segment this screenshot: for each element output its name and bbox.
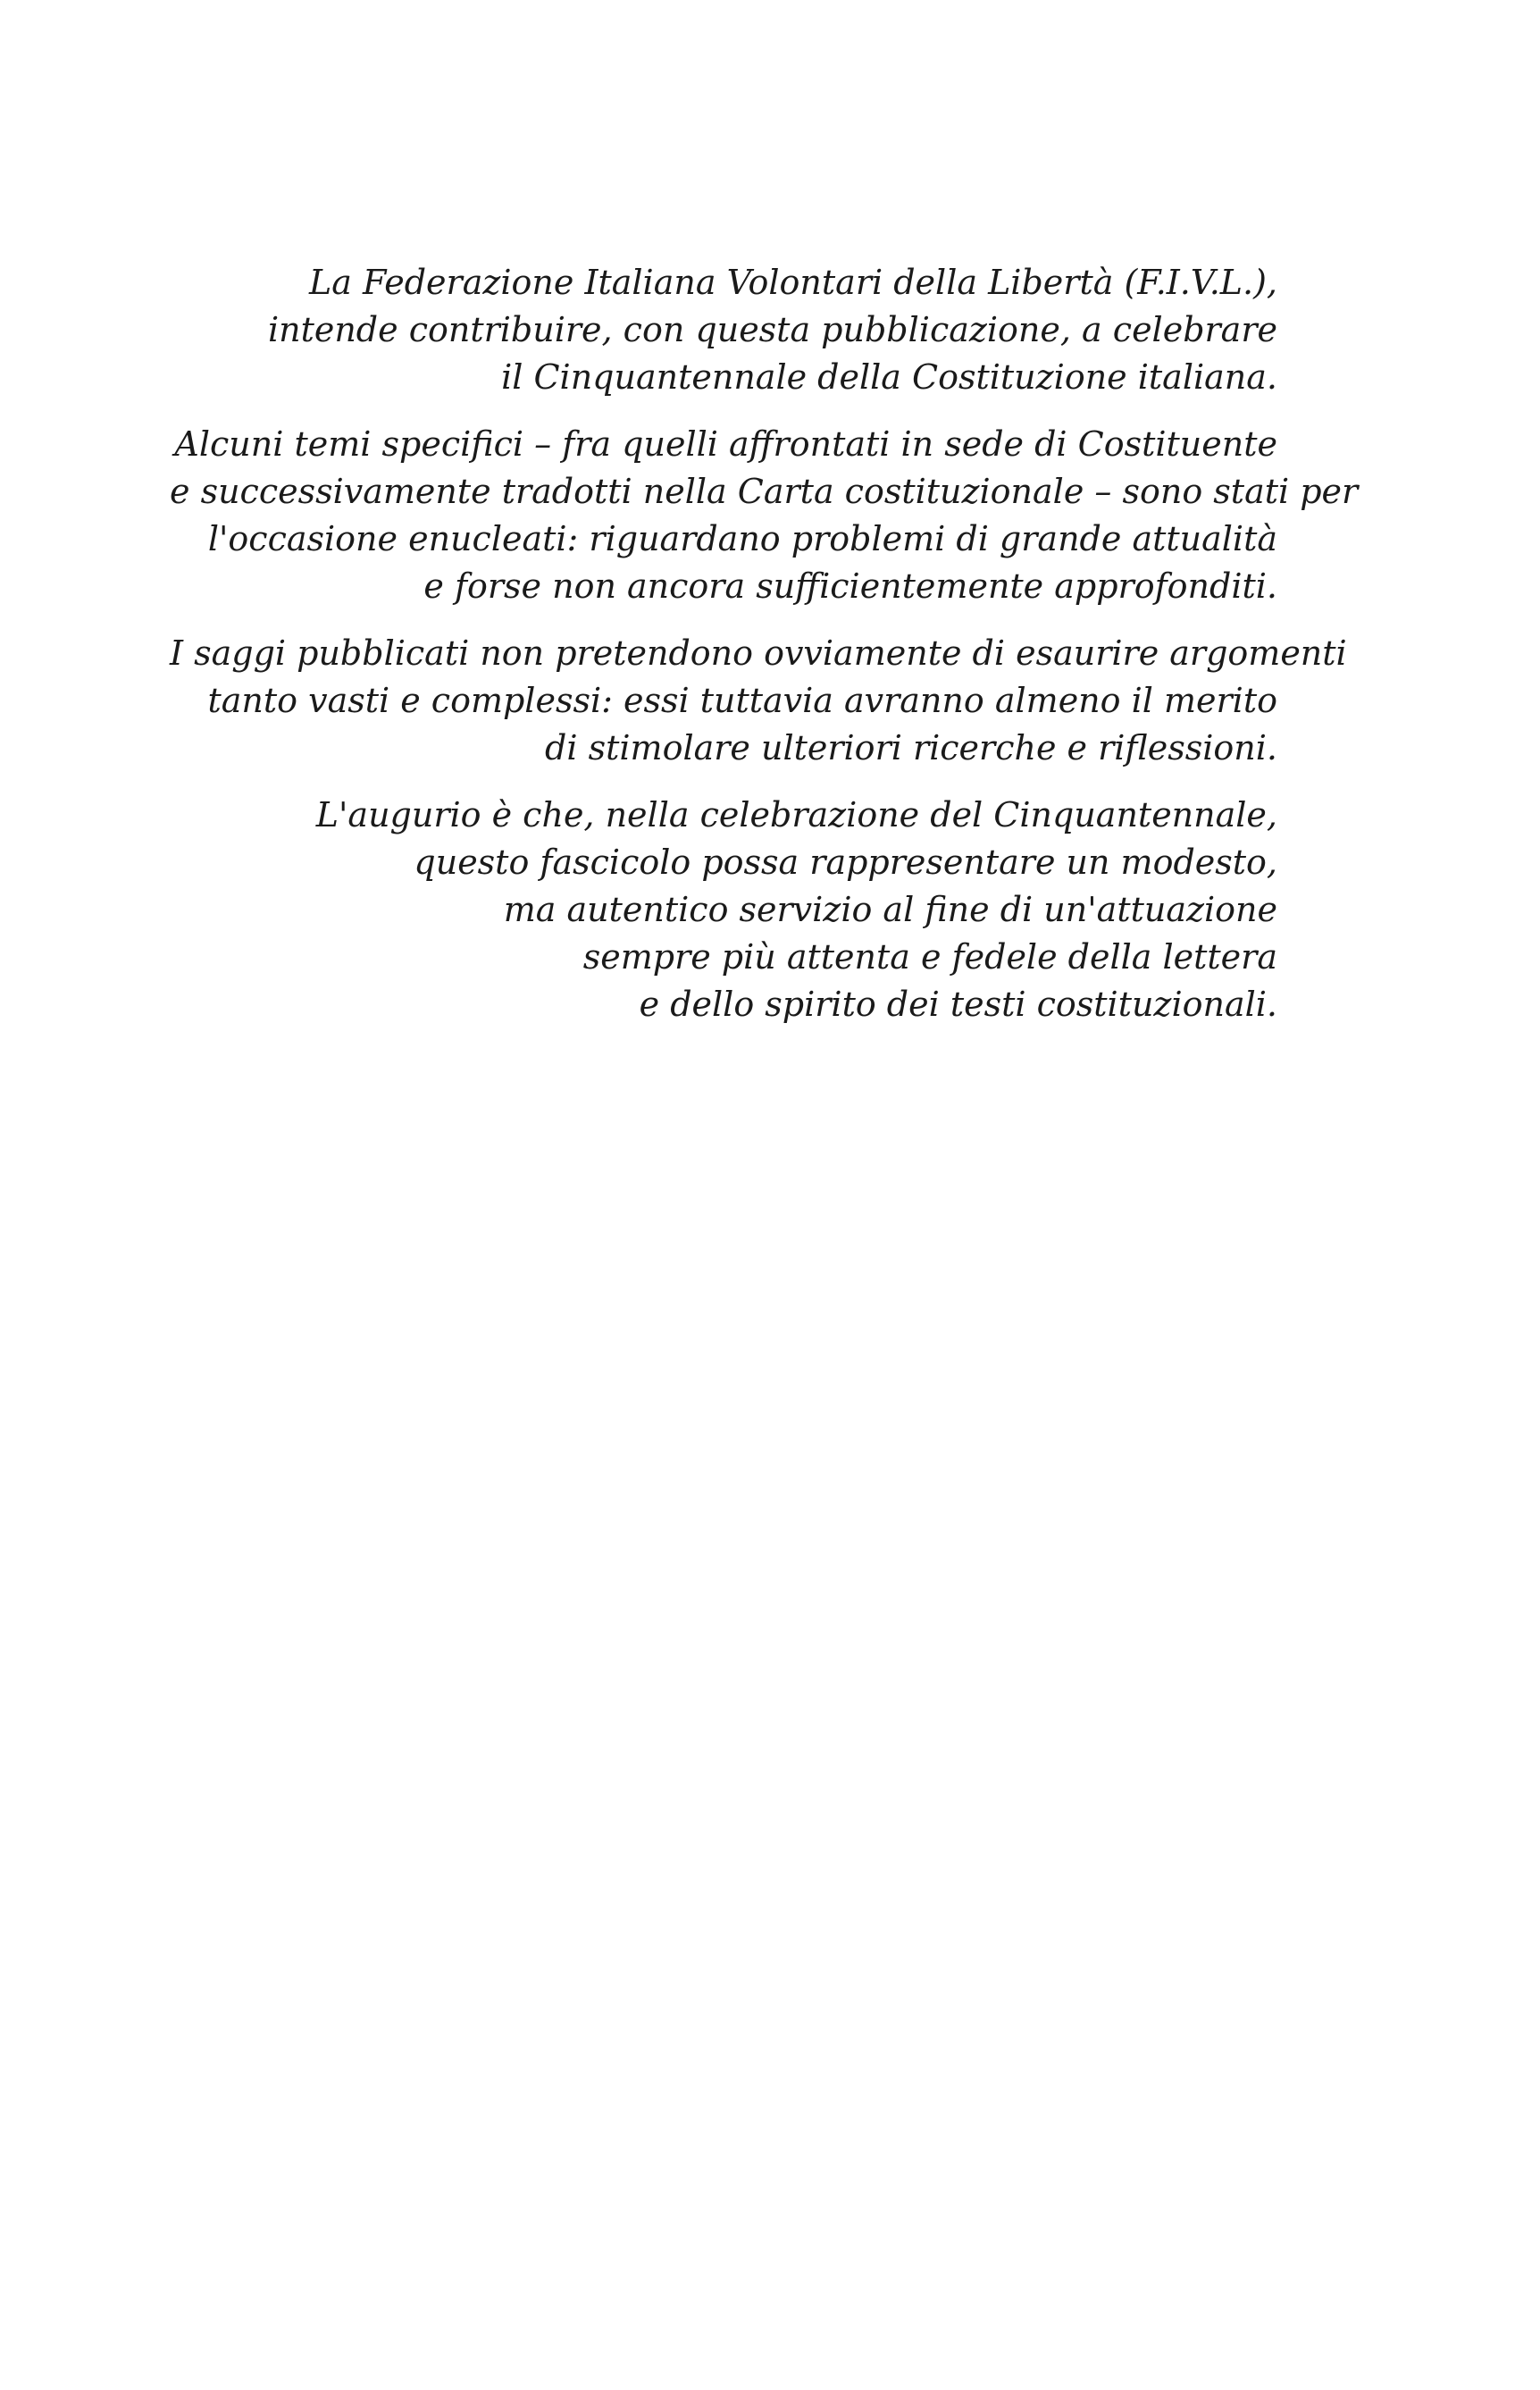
text-line: L'augurio è che, nella celebrazione del Cinquantennale, [315,795,1277,834]
text-line: e successivamente tradotti nella Carta costituzionale – sono stati per [170,472,1359,511]
text-line: di stimolare ulteriori ricerche e riflessioni. [545,728,1277,767]
paragraph-essays [170,630,1347,772]
text-line: il Cinquantennale della Costituzione italiana. [501,357,1277,397]
text-line: e forse non ancora sufficientemente approfonditi. [423,566,1277,606]
text-line: I saggi pubblicati non pretendono ovviamente di esaurire argomenti [170,633,1347,673]
text-line: intende contribuire, con questa pubblicazione, a celebrare [267,310,1277,349]
text-line: La Federazione Italiana Volontari della Libertà (F.I.V.L.), [308,263,1277,302]
paragraph-themes [170,421,1359,610]
paragraph-wish [170,792,1277,1028]
text-line: sempre più attenta e fedele della lettera [582,937,1277,977]
text-line: questo fascicolo possa rappresentare un modesto, [414,843,1277,882]
text-line: e dello spirito dei testi costituzionali. [639,985,1277,1024]
text-line: tanto vasti e complessi: essi tuttavia avranno almeno il merito [207,681,1277,720]
text-line: ma autentico servizio al fine di un'attuazione [503,890,1277,929]
paragraph-intro [170,259,1277,401]
text-line: l'occasione enucleati: riguardano problemi di grande attualità [207,519,1277,558]
text-line: Alcuni temi specifici – fra quelli affrontati in sede di Costituente [174,424,1277,464]
dedication-text [170,259,1359,1048]
